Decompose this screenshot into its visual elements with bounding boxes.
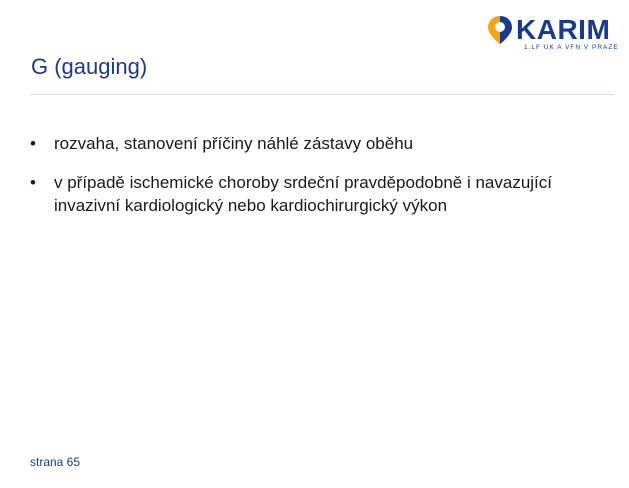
bullet-item (28, 171, 588, 217)
logo-wordmark: KARIM (516, 14, 611, 45)
slide-title: G (gauging) (31, 54, 148, 79)
karim-logo (486, 14, 619, 54)
bullet-marker: • (30, 134, 36, 153)
map-pin-icon (486, 14, 514, 46)
bullet-text: v případě ischemické choroby srdeční pravděpodobně i navazující invazivní kardiologický nebo kardiochirurgický výkon (54, 173, 553, 215)
title-divider (30, 94, 614, 95)
logo-tagline: 1.LF UK A VFN V PRAZE (524, 44, 619, 51)
bullet-item (28, 132, 588, 155)
bullet-list (28, 132, 588, 233)
bullet-marker: • (30, 173, 36, 192)
bullet-text: rozvaha, stanovení příčiny náhlé zástavy oběhu (54, 134, 414, 153)
page-number: strana 65 (30, 455, 81, 469)
